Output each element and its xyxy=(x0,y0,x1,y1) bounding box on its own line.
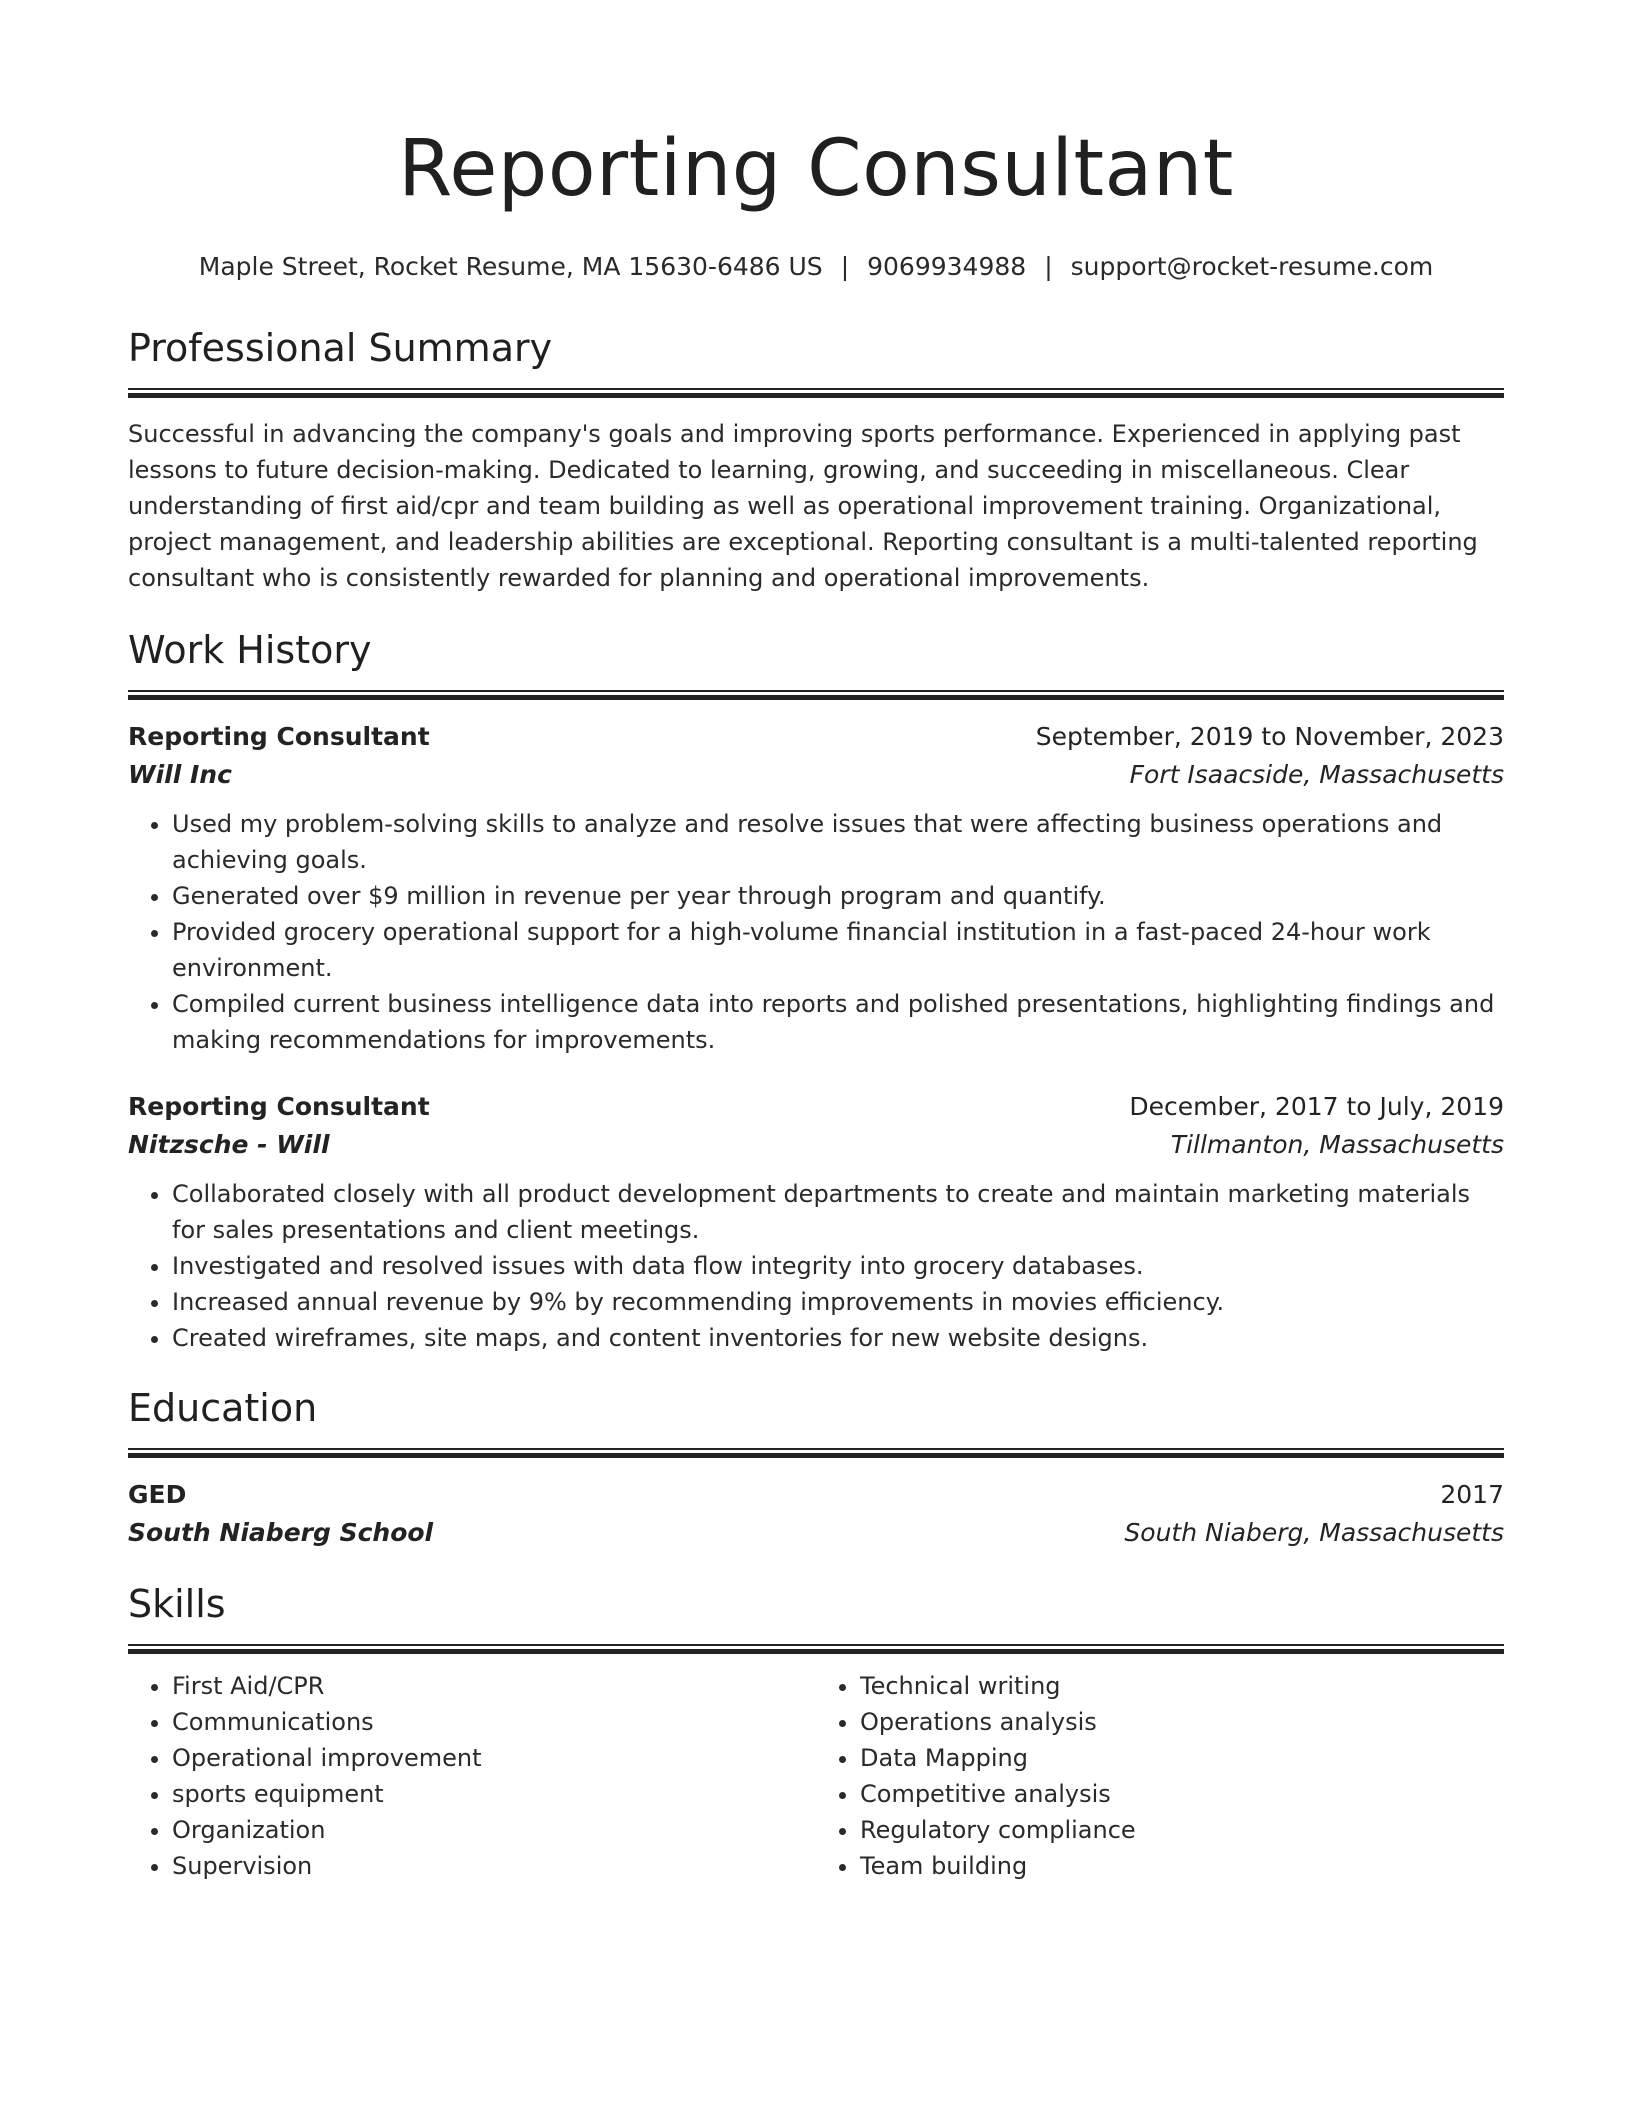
education-year: 2017 xyxy=(1440,1480,1504,1509)
job-header xyxy=(128,718,1504,756)
job-entry xyxy=(128,1088,1504,1356)
skills-section xyxy=(128,1580,1504,1884)
skills-list-right xyxy=(816,1668,1504,1884)
list-item: • Collaborated closely with all product development departments to create and maintain marketing materials for sales presentations and client meetings. xyxy=(172,1176,1504,1248)
skill-item: • Communications xyxy=(172,1704,816,1740)
section-title-skills: Skills xyxy=(128,1582,226,1626)
skill-item: • sports equipment xyxy=(172,1776,816,1812)
summary-text: Successful in advancing the company's goals and improving sports performance. Experienced in applying past lessons to future decision-making. Dedicated to learning, growing, and succeeding in miscellaneous. Clear understanding of first aid/cpr and team building as well as operational improvement training. Organizational, project management, and leadership abilities are exceptional. Reporting consultant is a multi-talented reporting consultant who is consistently rewarded for planning and operational improvements. xyxy=(128,420,1478,592)
section-divider xyxy=(128,1644,1504,1654)
job-title: Reporting Consultant xyxy=(128,1092,430,1121)
contact-separator: | xyxy=(1044,252,1053,281)
list-item: • Investigated and resolved issues with data flow integrity into grocery databases. xyxy=(172,1248,1504,1284)
skill-item: • Supervision xyxy=(172,1848,816,1884)
skill-item: • Organization xyxy=(172,1812,816,1848)
skill-item: • First Aid/CPR xyxy=(172,1668,816,1704)
section-divider xyxy=(128,388,1504,398)
contact-email: support@rocket-resume.com xyxy=(1070,252,1434,281)
job-entry xyxy=(128,718,1504,1058)
job-dates: December, 2017 to July, 2019 xyxy=(1129,1092,1504,1121)
contact-separator: | xyxy=(840,252,850,281)
skills-list-left xyxy=(128,1668,816,1884)
contact-phone: 9069934988 xyxy=(867,252,1027,281)
education-header xyxy=(128,1476,1504,1514)
list-item: • Compiled current business intelligence data into reports and polished presentations, highlighting findings and making recommendations for improvements. xyxy=(172,986,1504,1058)
job-bullets xyxy=(128,1176,1504,1356)
list-item: • Provided grocery operational support for a high-volume financial institution in a fast-paced 24-hour work environment. xyxy=(172,914,1504,986)
section-title-education: Education xyxy=(128,1386,318,1430)
section-title-summary: Professional Summary xyxy=(128,326,553,370)
contact-address: Maple Street, Rocket Resume, MA 15630-6486 US xyxy=(198,252,823,281)
section-divider xyxy=(128,1448,1504,1458)
education-degree: GED xyxy=(128,1480,187,1509)
skill-item: • Technical writing xyxy=(860,1668,1504,1704)
skill-item: • Team building xyxy=(860,1848,1504,1884)
job-location: Fort Isaacside, Massachusetts xyxy=(1129,760,1504,789)
education-location: South Niaberg, Massachusetts xyxy=(1124,1518,1504,1547)
contact-line xyxy=(128,250,1504,284)
education-school: South Niaberg School xyxy=(128,1518,434,1547)
skills-columns xyxy=(128,1668,1504,1884)
job-location: Tillmanton, Massachusetts xyxy=(1170,1130,1504,1159)
work-section xyxy=(128,626,1504,1356)
list-item: • Created wireframes, site maps, and content inventories for new website designs. xyxy=(172,1320,1504,1356)
job-title: Reporting Consultant xyxy=(128,722,430,751)
skill-item: • Competitive analysis xyxy=(860,1776,1504,1812)
skill-item: • Regulatory compliance xyxy=(860,1812,1504,1848)
education-entry xyxy=(128,1476,1504,1552)
job-subheader xyxy=(128,1126,1504,1164)
summary-section xyxy=(128,324,1504,596)
skill-item: • Operational improvement xyxy=(172,1740,816,1776)
job-bullets xyxy=(128,806,1504,1058)
list-item: • Generated over $9 million in revenue per year through program and quantify. xyxy=(172,878,1504,914)
job-company: Will Inc xyxy=(128,760,232,789)
skill-item: • Data Mapping xyxy=(860,1740,1504,1776)
skill-item: • Operations analysis xyxy=(860,1704,1504,1740)
section-divider xyxy=(128,690,1504,700)
section-title-work: Work History xyxy=(128,628,372,672)
resume-name: Reporting Consultant xyxy=(398,124,1234,214)
education-subheader xyxy=(128,1514,1504,1552)
job-company: Nitzsche - Will xyxy=(128,1130,330,1159)
list-item: • Increased annual revenue by 9% by recommending improvements in movies efficiency. xyxy=(172,1284,1504,1320)
job-subheader xyxy=(128,756,1504,794)
job-header xyxy=(128,1088,1504,1126)
job-dates: September, 2019 to November, 2023 xyxy=(1035,722,1504,751)
list-item: • Used my problem-solving skills to analyze and resolve issues that were affecting business operations and achieving goals. xyxy=(172,806,1504,878)
education-section xyxy=(128,1384,1504,1552)
